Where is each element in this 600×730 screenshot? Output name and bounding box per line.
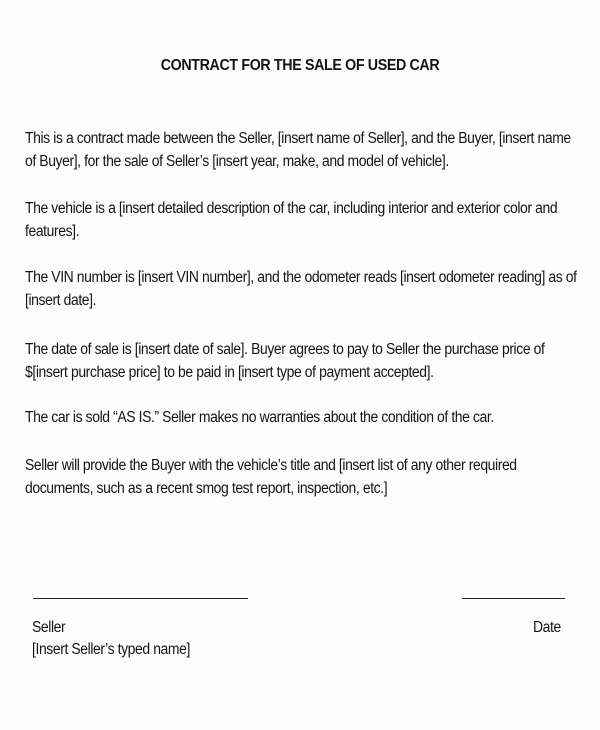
paragraph-line: [insert date]. xyxy=(25,292,97,309)
paragraph-vehicle-description xyxy=(25,197,558,243)
seller-name-hint: [Insert Seller’s typed name] xyxy=(32,641,190,658)
seller-signature-line xyxy=(33,598,248,599)
paragraph-line: The car is sold “AS IS.” Seller makes no warranties about the condition of the car. xyxy=(25,409,494,426)
paragraph-line: This is a contract made between the Seller, [insert name of Seller], and the Buyer, [insert name xyxy=(25,130,571,147)
document-title: CONTRACT FOR THE SALE OF USED CAR xyxy=(160,57,440,74)
paragraph-parties xyxy=(25,127,571,173)
paragraph-vin-odometer xyxy=(25,266,577,312)
date-label: Date xyxy=(533,619,561,636)
paragraph-sale-price xyxy=(25,338,545,384)
paragraph-as-is xyxy=(25,406,529,429)
paragraph-line: The VIN number is [insert VIN number], and the odometer reads [insert odometer reading] as of xyxy=(25,269,577,286)
date-signature-line xyxy=(462,598,565,599)
paragraph-line: of Buyer], for the sale of Seller’s [insert year, make, and model of vehicle]. xyxy=(25,153,449,170)
paragraph-documents xyxy=(25,454,529,500)
paragraph-line: $[insert purchase price] to be paid in [insert type of payment accepted]. xyxy=(25,364,434,381)
paragraph-line: Seller will provide the Buyer with the vehicle’s title and [insert list of any other required xyxy=(25,457,517,474)
paragraph-line: features]. xyxy=(25,223,80,240)
seller-label: Seller xyxy=(32,619,66,636)
paragraph-line: documents, such as a recent smog test report, inspection, etc.] xyxy=(25,480,388,497)
paragraph-line: The vehicle is a [insert detailed description of the car, including interior and exterior color and xyxy=(25,200,558,217)
paragraph-line: The date of sale is [insert date of sale]. Buyer agrees to pay to Seller the purchase price of xyxy=(25,341,545,358)
